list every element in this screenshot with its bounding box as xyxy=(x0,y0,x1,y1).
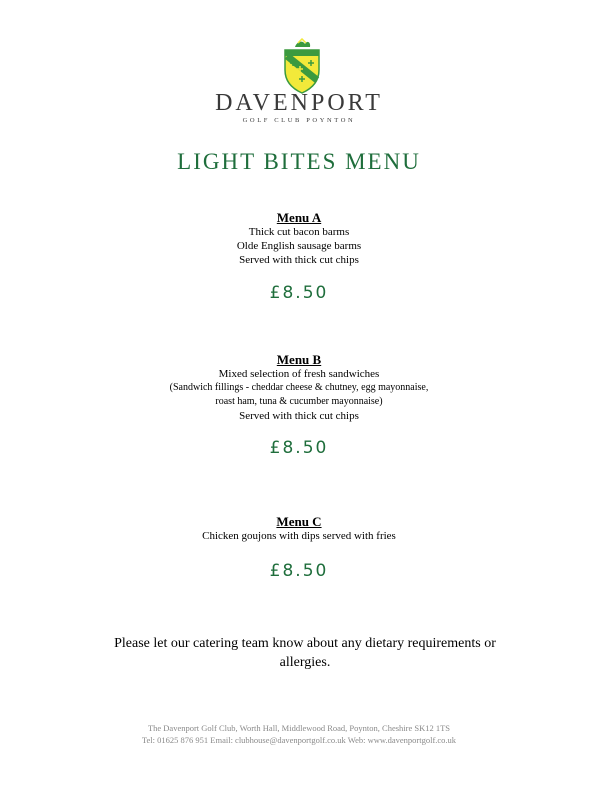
menu-a-line-3: Served with thick cut chips xyxy=(239,254,359,266)
menu-b-line-3: roast ham, tuna & cucumber mayonnaise) xyxy=(215,396,383,407)
footer xyxy=(0,722,598,746)
menu-b-heading: Menu B xyxy=(276,352,322,367)
menu-c-line-1: Chicken goujons with dips served with fries xyxy=(202,530,396,542)
club-name: DAVENPORT xyxy=(215,90,383,116)
menu-b-line-2: (Sandwich fillings - cheddar cheese & chutney, egg mayonnaise, xyxy=(169,382,429,393)
page-title: LIGHT BITES MENU xyxy=(177,149,421,174)
footer-address: The Davenport Golf Club, Worth Hall, Middlewood Road, Poynton, Cheshire SK12 1TS xyxy=(147,723,451,733)
club-subtitle: GOLF CLUB POYNTON xyxy=(242,117,356,124)
menu-a-heading: Menu A xyxy=(276,210,322,225)
footer-contact: Tel: 01625 876 951 Email: clubhouse@davenportgolf.co.uk Web: www.davenportgolf.co.uk xyxy=(141,735,457,745)
menu-c-heading: Menu C xyxy=(276,514,322,529)
menu-b-line-1: Mixed selection of fresh sandwiches xyxy=(218,368,380,380)
menu-a-section xyxy=(0,210,598,267)
menu-a-price: £8.50 xyxy=(269,283,329,303)
dietary-note: Please let our catering team know about any dietary requirements or allergies. xyxy=(114,636,496,670)
menu-c-price: £8.50 xyxy=(269,561,329,581)
menu-b-price: £8.50 xyxy=(269,438,329,458)
menu-b-line-4: Served with thick cut chips xyxy=(239,410,359,422)
menu-c-section xyxy=(0,514,598,543)
menu-a-line-1: Thick cut bacon barms xyxy=(248,226,350,238)
menu-b-section xyxy=(0,352,598,423)
club-crest-icon xyxy=(281,38,323,94)
menu-a-line-2: Olde English sausage barms xyxy=(236,240,362,252)
